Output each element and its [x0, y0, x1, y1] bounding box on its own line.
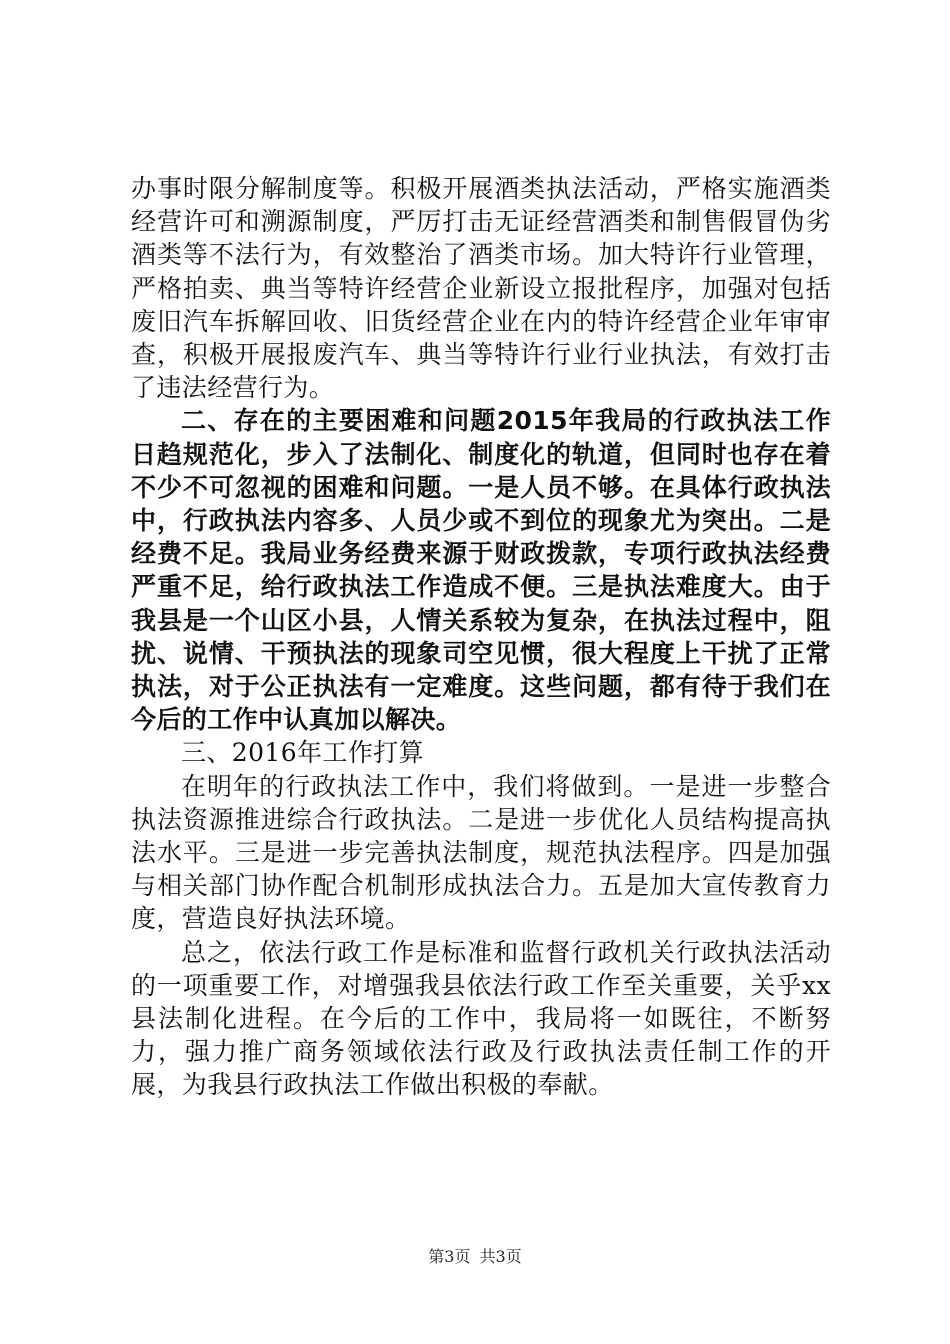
page-indicator: 第3页 共3页 — [428, 1247, 522, 1266]
paragraph-difficulties-and-problems: 二、存在的主要困难和问题2015年我局的行政执法工作日趋规范化，步入了法制化、制度化的轨道，但同时也存在着不少不可忽视的困难和问题。一是人员不够。在具体行政执法中，行政执法内容多、人员少或不到位的现象尤为突出。二是经费不足。我局业务经费来源于财政拨款，专项行政执法经费严重不足，给行政执法工作造成不便。三是执法难度大。由于我县是一个山区小县，人情关系较为复杂，在执法过程中，阻扰、说情、干预执法的现象司空见惯，很大程度上干扰了正常执法，对于公正执法有一定难度。这些问题，都有待于我们在今后的工作中认真加以解决。 — [131, 406, 831, 735]
paragraph-enforcement-activities: 办事时限分解制度等。积极开展酒类执法活动，严格实施酒类经营许可和溯源制度，严厉打击无证经营酒类和制售假冒伪劣酒类等不法行为，有效整治了酒类市场。加大特许行业管理，严格拍卖、典当等特许经营企业新设立报批程序，加强对包括废旧汽车拆解回收、旧货经营企业在内的特许经营企业年审审查，积极开展报废汽车、典当等特许行业行业执法，有效打击了违法经营行为。 — [131, 174, 831, 403]
section-heading-2016-plan: 三、2016年工作打算 — [181, 738, 425, 768]
paragraph-conclusion: 总之，依法行政工作是标准和监督行政机关行政执法活动的一项重要工作，对增强我县依法行政工作至关重要，关乎xx县法制化进程。在今后的工作中，我局将一如既往，不断努力，强力推广商务领域依法行政及行政执法责任制工作的开展，为我县行政执法工作做出积极的奉献。 — [131, 937, 831, 1100]
page-footer — [0, 1244, 950, 1267]
document-body — [131, 172, 831, 1102]
paragraph-next-year-plan: 在明年的行政执法工作中，我们将做到。一是进一步整合执法资源推进综合行政执法。二是进一步优化人员结构提高执法水平。三是进一步完善执法制度，规范执法程序。四是加强与相关部门协作配合机制形成执法合力。五是加大宣传教育力度，营造良好执法环境。 — [131, 771, 831, 934]
